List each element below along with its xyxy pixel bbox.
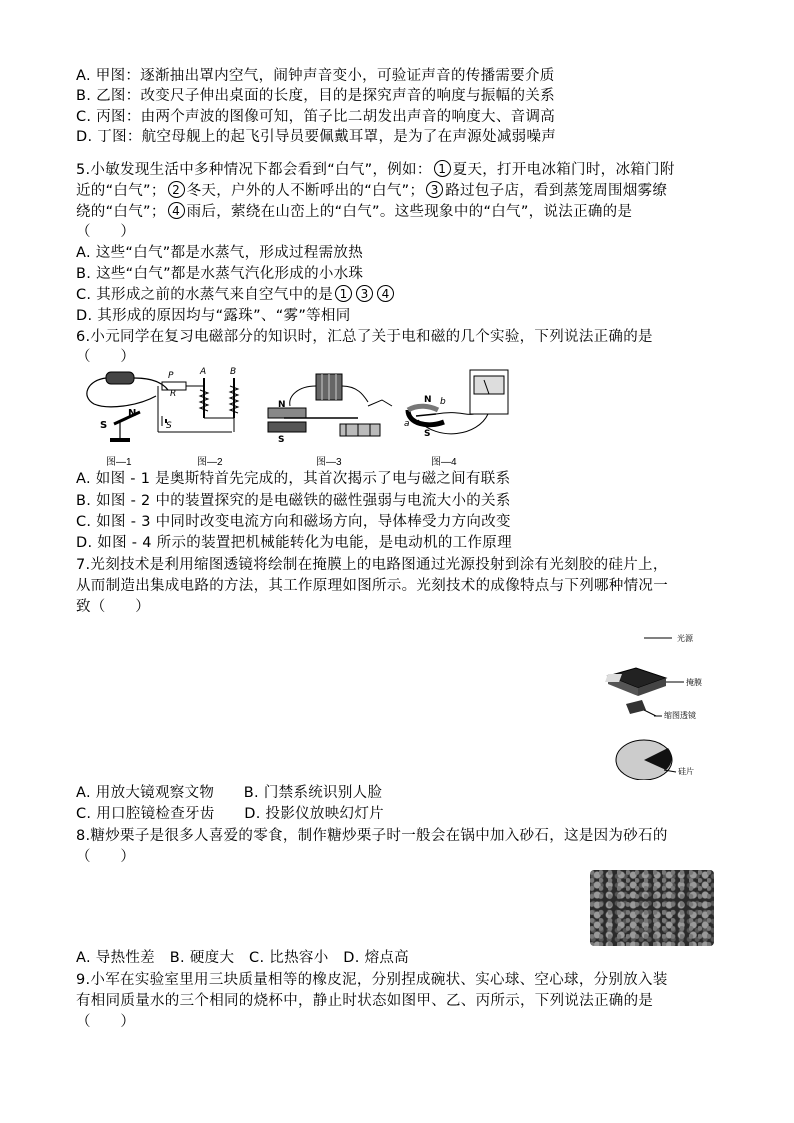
svg-text:B: B — [230, 367, 237, 377]
q8-options: A. 导热性差 B. 硬度大 C. 比热容小 D. 熔点高 — [76, 950, 409, 966]
chestnut-photo — [590, 870, 714, 946]
circled-number: 1 — [434, 160, 451, 177]
lithography-diagram — [596, 630, 716, 780]
q6-blank: （ ） — [76, 349, 136, 365]
q7-stem-line1: 7.光刻技术是利用缩图透镜将绘制在掩膜上的电路图通过光源投射到涂有光刻胶的硅片上， — [76, 557, 668, 573]
svg-text:R: R — [170, 389, 177, 399]
q5-text: C. 其形成之前的水蒸气来自空气中的是 — [76, 287, 334, 303]
q7-stem-line2: 从而制造出集成电路的方法，其工作原理如图所示。光刻技术的成像特点与下列哪种情况一 — [76, 578, 668, 594]
q5-text: 路过包子店，看到蒸笼周围烟雾缭 — [445, 183, 668, 199]
litho-label-mask: 掩膜 — [686, 678, 702, 687]
q6-stem: 6.小元同学在复习电磁部分的知识时，汇总了关于电和磁的几个实验，下列说法正确的是 — [76, 329, 653, 345]
litho-label-lens: 缩图透镜 — [664, 711, 696, 720]
q5-option-a: A. 这些“白气”都是水蒸气，形成过程需放热 — [76, 245, 364, 261]
circled-number: 1 — [335, 285, 352, 302]
circled-number: 2 — [168, 181, 185, 198]
q5-stem-line1 — [76, 160, 726, 180]
svg-text:A: A — [200, 367, 207, 377]
svg-text:N: N — [128, 408, 137, 419]
q5-text: 绕的“白气”； — [76, 204, 166, 220]
circled-number: 4 — [168, 202, 185, 219]
fig1-caption: 图—1 — [106, 457, 132, 468]
svg-text:S: S — [424, 429, 431, 439]
fig2-caption: 图—2 — [197, 457, 223, 468]
svg-text:N: N — [424, 395, 432, 405]
fig4-caption: 图—4 — [431, 457, 457, 468]
q5-text: 雨后，萦绕在山峦上的“白气”。这些现象中的“白气”，说法正确的是 — [186, 204, 633, 220]
q7-options-cd: C. 用口腔镜检查牙齿 D. 投影仪放映幻灯片 — [76, 806, 384, 822]
svg-text:N: N — [278, 400, 286, 410]
q8-blank: （ ） — [76, 849, 136, 865]
q5-text: 冬天，户外的人不断呼出的“白气”； — [186, 183, 425, 199]
q5-text: 近的“白气”； — [76, 183, 166, 199]
q4-option-c: C. 丙图：由两个声波的图像可知，笛子比二胡发出声音的响度大、音调高 — [76, 109, 556, 125]
litho-label-wafer: 硅片 — [678, 767, 694, 776]
litho-label-light: 光源 — [677, 634, 693, 643]
fig4-diagram — [404, 370, 508, 439]
q5-text: 5.小敏发现生活中多种情况下都会看到“白气”，例如： — [76, 162, 432, 178]
q4-option-a: A. 甲图：逐渐抽出罩内空气，闹钟声音变小，可验证声音的传播需要介质 — [76, 68, 555, 84]
svg-text:S: S — [100, 420, 108, 431]
fig3-caption: 图—3 — [316, 457, 342, 468]
q5-option-b: B. 这些“白气”都是水蒸气汽化形成的小水珠 — [76, 266, 364, 282]
circled-number: 4 — [377, 285, 394, 302]
svg-text:a: a — [404, 419, 410, 429]
fig3-diagram — [268, 374, 392, 445]
q7-options-ab: A. 用放大镜观察文物 B. 门禁系统识别人脸 — [76, 785, 383, 801]
q6-option-a: A. 如图 - 1 是奥斯特首先完成的，其首次揭示了电与磁之间有联系 — [76, 471, 511, 487]
circled-number: 3 — [426, 181, 443, 198]
q9-stem-line2: 有相同质量水的三个相同的烧杯中，静止时状态如图甲、乙、丙所示，下列说法正确的是 — [76, 993, 654, 1009]
q5-stem-line2 — [76, 181, 726, 201]
svg-text:S: S — [166, 421, 172, 431]
q5-option-c — [76, 285, 726, 305]
fig1-diagram — [87, 372, 168, 442]
fig2-diagram — [158, 367, 238, 432]
svg-text:b: b — [440, 397, 446, 407]
q6-option-c: C. 如图 - 3 中同时改变电流方向和磁场方向，导体棒受力方向改变 — [76, 514, 511, 530]
q8-stem: 8.糖炒栗子是很多人喜爱的零食，制作糖炒栗子时一般会在锅中加入砂石，这是因为砂石的 — [76, 828, 668, 844]
svg-text:P: P — [168, 371, 174, 381]
q5-option-d: D. 其形成的原因均与“露珠”、“雾”等相同 — [76, 308, 351, 324]
q4-option-d: D. 丁图：航空母舰上的起飞引导员要佩戴耳罩，是为了在声源处减弱噪声 — [76, 129, 557, 145]
svg-text:S: S — [278, 435, 285, 445]
q6-option-d: D. 如图 - 4 所示的装置把机械能转化为电能，是电动机的工作原理 — [76, 535, 512, 551]
q4-option-b: B. 乙图：改变尺子伸出桌面的长度，目的是探究声音的响度与振幅的关系 — [76, 88, 555, 104]
q9-blank: （ ） — [76, 1014, 136, 1030]
q5-text: 夏天，打开电冰箱门时，冰箱门附 — [452, 162, 675, 178]
q6-option-b: B. 如图 - 2 中的装置探究的是电磁铁的磁性强弱与电流大小的关系 — [76, 493, 511, 509]
q9-stem-line1: 9.小军在实验室里用三块质量相等的橡皮泥，分别捏成碗状、实心球、空心球，分别放入装 — [76, 972, 668, 988]
q5-stem-line3 — [76, 202, 726, 222]
q7-stem-line3: 致（ ） — [76, 599, 150, 615]
circled-number: 3 — [356, 285, 373, 302]
q5-blank: （ ） — [76, 224, 136, 240]
